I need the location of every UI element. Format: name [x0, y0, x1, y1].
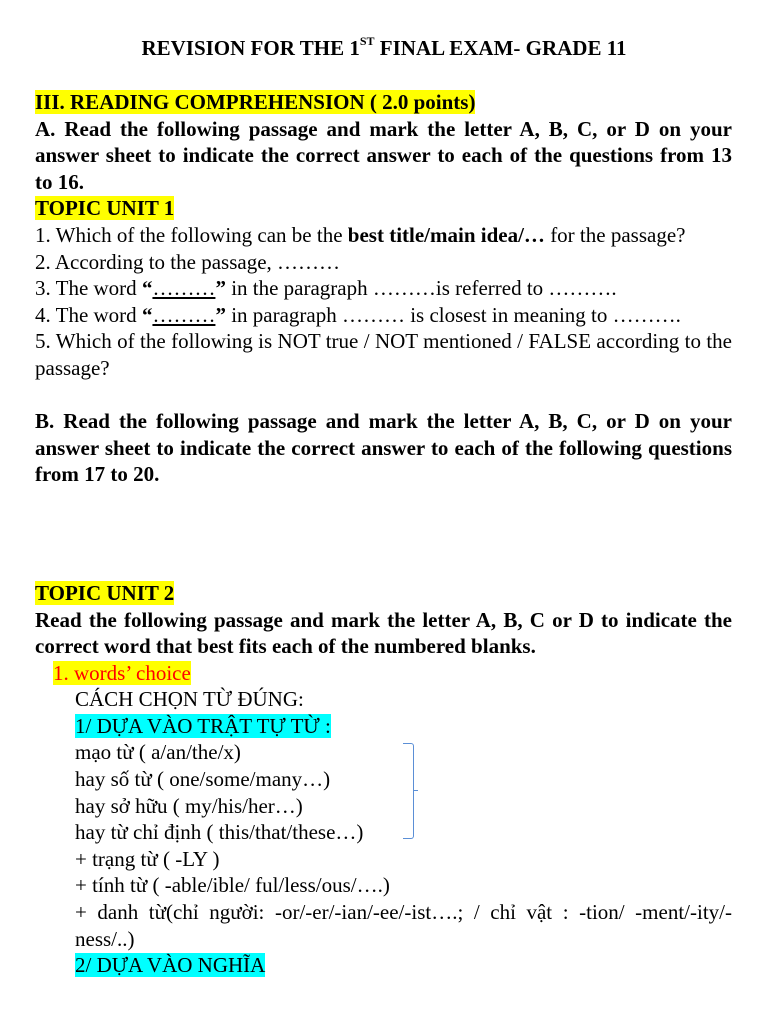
rule-1-list — [35, 739, 732, 952]
question-3: 3. The word “………” in the paragraph ………is referred to ………. — [35, 276, 617, 301]
title-text: REVISION FOR THE 1 — [141, 36, 360, 60]
topic-unit-1-heading: TOPIC UNIT 1 — [35, 196, 175, 221]
spacer — [35, 488, 732, 568]
spacer — [35, 382, 732, 409]
list-item: hay từ chỉ định ( this/that/these…) — [75, 820, 364, 845]
rule-2-heading: 2/ DỰA VÀO NGHĨA — [75, 953, 266, 978]
list-item: hay số từ ( one/some/many…) — [75, 767, 331, 792]
topic-unit-2-instruction: Read the following passage and mark the letter A, B, C or D to indicate the correct word that best fits each of the numbered blanks. — [35, 607, 732, 659]
part-b-instruction: B. Read the following passage and mark the letter A, B, C, or D on your answer sheet to indicate the correct answer to each of the following questions from 17 to 20. — [35, 409, 732, 487]
question-2: 2. According to the passage, ……… — [35, 249, 341, 274]
section-heading-reading: III. READING COMPREHENSION ( 2.0 points) — [35, 90, 476, 114]
list-item: + trạng từ ( -LY ) — [75, 846, 220, 871]
list-item: mạo từ ( a/an/the/x) — [75, 740, 241, 765]
document-body — [35, 89, 732, 979]
list-item: + tính từ ( -able/ible/ ful/less/ous/….) — [75, 873, 390, 898]
question-4: 4. The word “………” in paragraph ……… is closest in meaning to ………. — [35, 302, 681, 327]
question-5: 5. Which of the following is NOT true / NOT mentioned / FALSE according to the passage? — [35, 329, 732, 380]
topic-unit-2-heading: TOPIC UNIT 2 — [35, 580, 175, 605]
document-title — [0, 35, 768, 62]
list-item: + danh từ(chỉ người: -or/-er/-ian/-ee/-ist….; / chỉ vật : -tion/ -ment/-ity/-ness/..) — [75, 900, 732, 951]
list-item: hay sở hữu ( my/his/her…) — [75, 793, 303, 818]
question-1: 1. Which of the following can be the best title/main idea/… for the passage? — [35, 222, 686, 247]
words-choice-heading: 1. words’ choice — [53, 660, 191, 685]
bracket-brace-icon — [403, 743, 414, 839]
part-a-instruction: A. Read the following passage and mark the letter A, B, C, or D on your answer sheet to indicate the correct answer to each of the questions from 13 to 16. — [35, 116, 732, 194]
title-superscript: ST — [359, 34, 375, 48]
how-to-heading: CÁCH CHỌN TỪ ĐÚNG: — [75, 687, 304, 712]
title-text-rest: FINAL EXAM- GRADE 11 — [374, 36, 627, 60]
rule-1-heading: 1/ DỰA VÀO TRẬT TỰ TỪ : — [75, 713, 331, 738]
